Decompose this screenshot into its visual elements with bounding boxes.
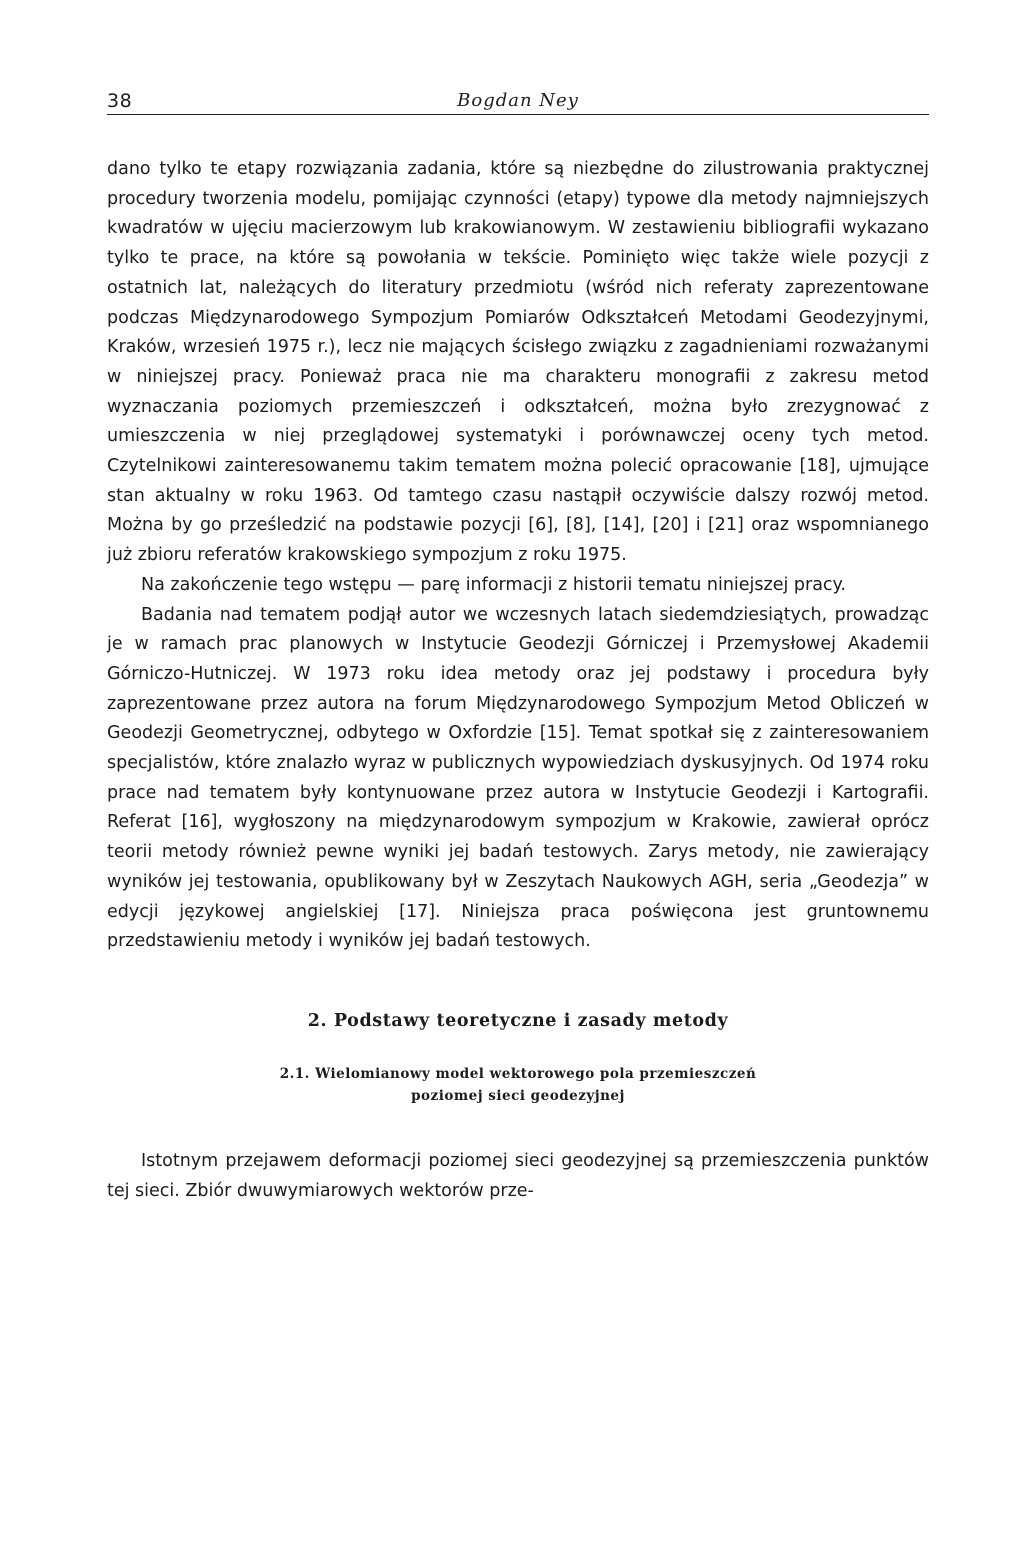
page-number: 38 — [107, 90, 133, 112]
paragraph-1: dano tylko te etapy rozwiązania zadania, które są niezbędne do zilustrowania praktycznej procedury tworzenia modelu, pomijając czynności (etapy) typowe dla metody najmniejszych kwadratów w ujęciu macierzowym lub krakowianowym. W zestawieniu bibliografii wykazano tylko te prace, na które są powołania w tekście. Pominięto więc także wiele pozycji z ostatnich lat, należących do literatury przedmiotu (wśród nich referaty zaprezentowane podczas Międzynarodowego Sympozjum Pomiarów Odkształceń Metodami Geodezyjnymi, Kraków, wrzesień 1975 r.), lecz nie mających ścisłego związku z zagadnieniami rozważanymi w niniejszej pracy. Ponieważ praca nie ma charakteru monografii z zakresu metod wyznaczania poziomych przemieszczeń i odkształceń, można było zrezygnować z umieszczenia w niej przeglądowej systematyki i porównawczej oceny tych metod. Czytelnikowi zainteresowanemu takim tematem można polecić opracowanie [18], ujmujące stan aktualny w roku 1963. Od tamtego czasu nastąpił oczywiście dalszy rozwój metod. Można by go prześledzić na podstawie pozycji [6], [8], [14], [20] i [21] oraz wspomnianego już zbioru referatów krakowskiego sympozjum z roku 1975. — [107, 159, 929, 566]
subsection-title-line-1: 2.1. Wielomianowy model wektorowego pola przemieszczeń — [279, 1065, 757, 1082]
subsection-title — [208, 1063, 828, 1107]
paragraph-2: Na zakończenie tego wstępu — parę informacji z historii tematu niniejszej pracy. — [141, 574, 846, 595]
running-author: Bogdan Ney — [457, 90, 579, 111]
page — [107, 86, 929, 1206]
subsection-title-line-2: poziomej sieci geodezyjnej — [411, 1087, 625, 1104]
running-head — [107, 86, 929, 115]
paragraph-3: Badania nad tematem podjął autor we wczesnych latach siedemdziesiątych, prowadząc je w ramach prac planowych w Instytucie Geodezji Górniczej i Przemysłowej Akademii Górniczo-Hutniczej. W 1973 roku idea metody oraz jej podstawy i procedura były zaprezentowane przez autora na forum Międzynarodowego Sympozjum Metod Obliczeń w Geodezji Geometrycznej, odbytego w Oxfordzie [15]. Temat spotkał się z zainteresowaniem specjalistów, które znalazło wyraz w publicznych wypowiedziach dyskusyjnych. Od 1974 roku prace nad tematem były kontynuowane przez autora w Instytucie Geodezji i Kartografii. Referat [16], wygłoszony na międzynarodowym sympozjum w Krakowie, zawierał oprócz teorii metody również pewne wyniki jej badań testowych. Zarys metody, nie zawierający wyników jej testowania, opublikowany był w Zeszytach Naukowych AGH, seria „Geodezja” w edycji językowej angielskiej [17]. Niniejsza praca poświęcona jest gruntownemu przedstawieniu metody i wyników jej badań testowych. — [107, 604, 929, 952]
final-paragraph: Istotnym przejawem deformacji poziomej sieci geodezyjnej są przemieszczenia punktów tej sieci. Zbiór dwuwymiarowych wektorów prze- — [107, 1150, 929, 1201]
section-title: 2. Podstawy teoretyczne i zasady metody — [307, 1010, 729, 1031]
body-text — [107, 155, 929, 957]
